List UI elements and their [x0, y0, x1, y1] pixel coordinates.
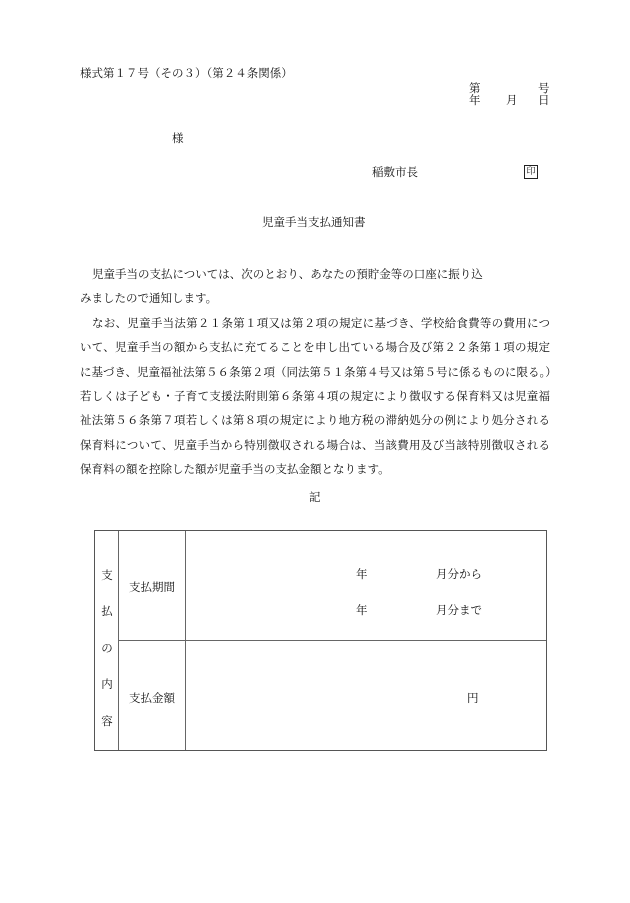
- seal-stamp: 印: [524, 165, 538, 179]
- sender: 稲敷市長: [372, 165, 418, 179]
- body-line: 保育料について、児童手当から特別徴収される場合は、当該費用及び当該特別徴収される: [80, 438, 550, 452]
- row-divider: [118, 640, 546, 641]
- body-line: に基づき、児童福祉法第５６条第２項（同法第５１条第４号又は第５号に係るものに限る。）: [80, 365, 557, 379]
- ki-heading: 記: [309, 490, 321, 504]
- body-line: 児童手当の支払については、次のとおり、あなたの預貯金等の口座に振り込: [92, 267, 483, 281]
- period-to-year: 年: [356, 603, 368, 617]
- amount-unit: 円: [467, 691, 479, 705]
- period-from-year: 年: [356, 567, 368, 581]
- period-label: 支払期間: [129, 580, 175, 594]
- group-label-char: 内: [101, 677, 113, 691]
- doc-number-suffix: 号: [538, 81, 550, 95]
- addressee-suffix: 様: [172, 131, 184, 145]
- body-line: 若しくは子ども・子育て支援法附則第６条第４項の規定により徴収する保育料又は児童福: [80, 389, 550, 403]
- period-to-month: 月分まで: [436, 603, 482, 617]
- body-line: 保育料の額を控除した額が児童手当の支払金額となります。: [80, 462, 390, 476]
- body-line: 祉法第５６条第７項若しくは第８項の規定により地方税の滞納処分の例により処分される: [80, 413, 550, 427]
- body-line: みましたので通知します。: [80, 291, 218, 305]
- body-line: なお、児童手当法第２１条第１項又は第２項の規定に基づき、学校給食費等の費用につ: [92, 316, 550, 330]
- group-label-char: 容: [101, 714, 113, 728]
- body-line: いて、児童手当の額から支払に充てることを申し出ている場合及び第２２条第１項の規定: [80, 340, 550, 354]
- date-month: 月: [506, 93, 518, 107]
- group-label-char: 払: [101, 604, 113, 618]
- payment-details-table: [94, 530, 547, 751]
- amount-label: 支払金額: [129, 691, 175, 705]
- date-day: 日: [538, 93, 550, 107]
- group-label-char: 支: [101, 568, 113, 582]
- date-year: 年: [469, 93, 481, 107]
- page-title: 児童手当支払通知書: [262, 215, 366, 229]
- period-from-month: 月分から: [436, 567, 482, 581]
- form-number: 様式第１７号（その３）（第２４条関係）: [80, 66, 293, 80]
- doc-number-prefix: 第: [469, 81, 481, 95]
- group-label-char: の: [101, 641, 113, 655]
